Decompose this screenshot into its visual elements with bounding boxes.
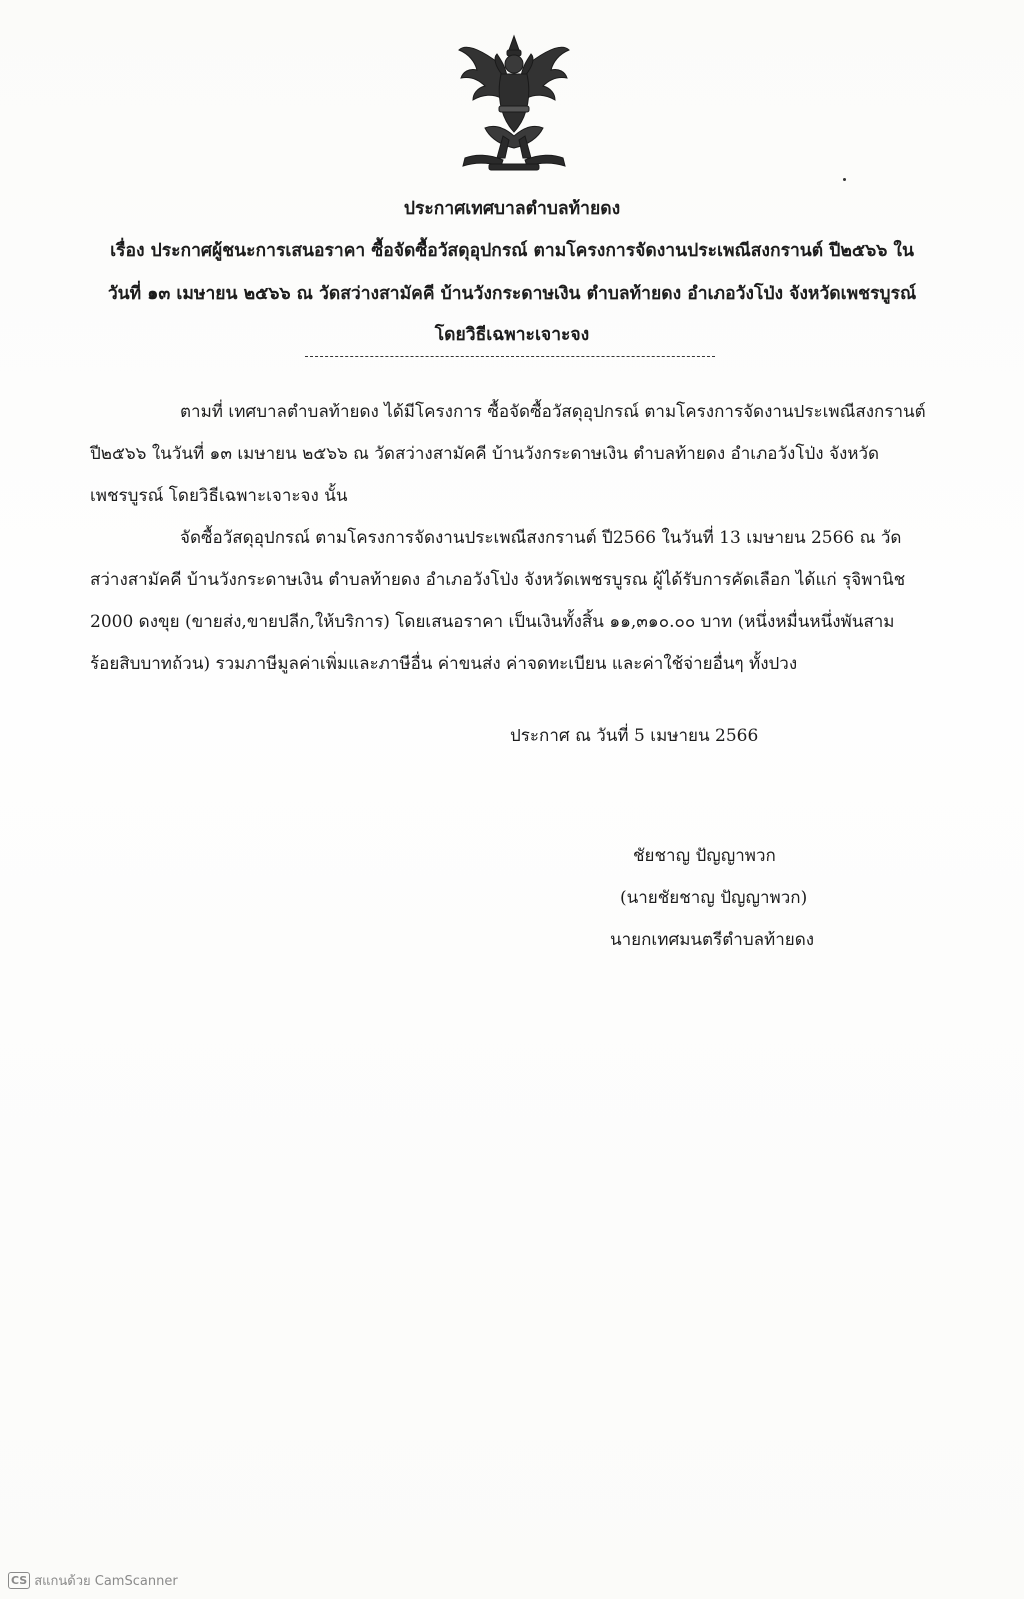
paragraph2-line3: 2000 ดงขุย (ขายส่ง,ขายปลีก,ให้บริการ) โดยเสนอราคา เป็นเงินทั้งสิ้น ๑๑,๓๑๐.๐๐ บาท (หนึ่งหมื่นหนึ่งพันสาม — [90, 612, 895, 632]
section-divider — [305, 356, 715, 357]
paragraph2-line2: สว่างสามัคคี บ้านวังกระดาษเงิน ตำบลท้ายดง อำเภอวังโป่ง จังหวัดเพชรบูรณ ผู้ได้รับการคัดเลือก ได้แก่ รุจิพานิช — [90, 570, 906, 590]
signature-full-name: (นายชัยชาญ ปัญญาพวก) — [620, 888, 808, 908]
paragraph1-line1: ตามที่ เทศบาลตำบลท้ายดง ได้มีโครงการ ซื้อจัดซื้อวัสดุอุปกรณ์ ตามโครงการจัดงานประเพณีสงกรานต์ — [180, 402, 926, 422]
paragraph1-line2: ปี๒๕๖๖ ในวันที่ ๑๓ เมษายน ๒๕๖๖ ณ วัดสว่างสามัคคี บ้านวังกระดาษเงิน ตำบลท้ายดง อำเภอวังโป่ง จังหวัด — [90, 444, 880, 464]
subject-line-3: โดยวิธีเฉพาะเจาะจง — [434, 325, 590, 345]
camscanner-logo-icon: CS — [8, 1572, 30, 1589]
subject-line-2: วันที่ ๑๓ เมษายน ๒๕๖๖ ณ วัดสว่างสามัคคี บ้านวังกระดาษเงิน ตำบลท้ายดง อำเภอวังโป่ง จังหวัดเพชรบูรณ์ — [107, 284, 917, 304]
signature-name: ชัยชาญ ปัญญาพวก — [633, 846, 776, 866]
scan-speck — [843, 178, 846, 181]
scanner-watermark — [8, 1570, 178, 1591]
announcement-date: ประกาศ ณ วันที่ 5 เมษายน 2566 — [510, 726, 759, 746]
paragraph1-line3: เพชรบูรณ์ โดยวิธีเฉพาะเจาะจง นั้น — [90, 486, 348, 506]
scanner-watermark-text: สแกนด้วย CamScanner — [34, 1574, 178, 1589]
garuda-emblem-icon — [455, 32, 573, 178]
paragraph2-line1: จัดซื้อวัสดุอุปกรณ์ ตามโครงการจัดงานประเพณีสงกรานต์ ปี2566 ในวันที่ 13 เมษายน 2566 ณ วัด — [180, 528, 902, 548]
signature-position: นายกเทศมนตรีตำบลท้ายดง — [610, 930, 815, 950]
paragraph2-line4: ร้อยสิบบาทถ้วน) รวมภาษีมูลค่าเพิ่มและภาษีอื่น ค่าขนส่ง ค่าจดทะเบียน และค่าใช้จ่ายอื่นๆ ทั้งปวง — [90, 654, 798, 674]
announcement-title: ประกาศเทศบาลตำบลท้ายดง — [403, 199, 621, 219]
subject-line-1: เรื่อง ประกาศผู้ชนะการเสนอราคา ซื้อจัดซื้อวัสดุอุปกรณ์ ตามโครงการจัดงานประเพณีสงกรานต์ ปี๒๕๖๖ ใน — [110, 241, 914, 261]
